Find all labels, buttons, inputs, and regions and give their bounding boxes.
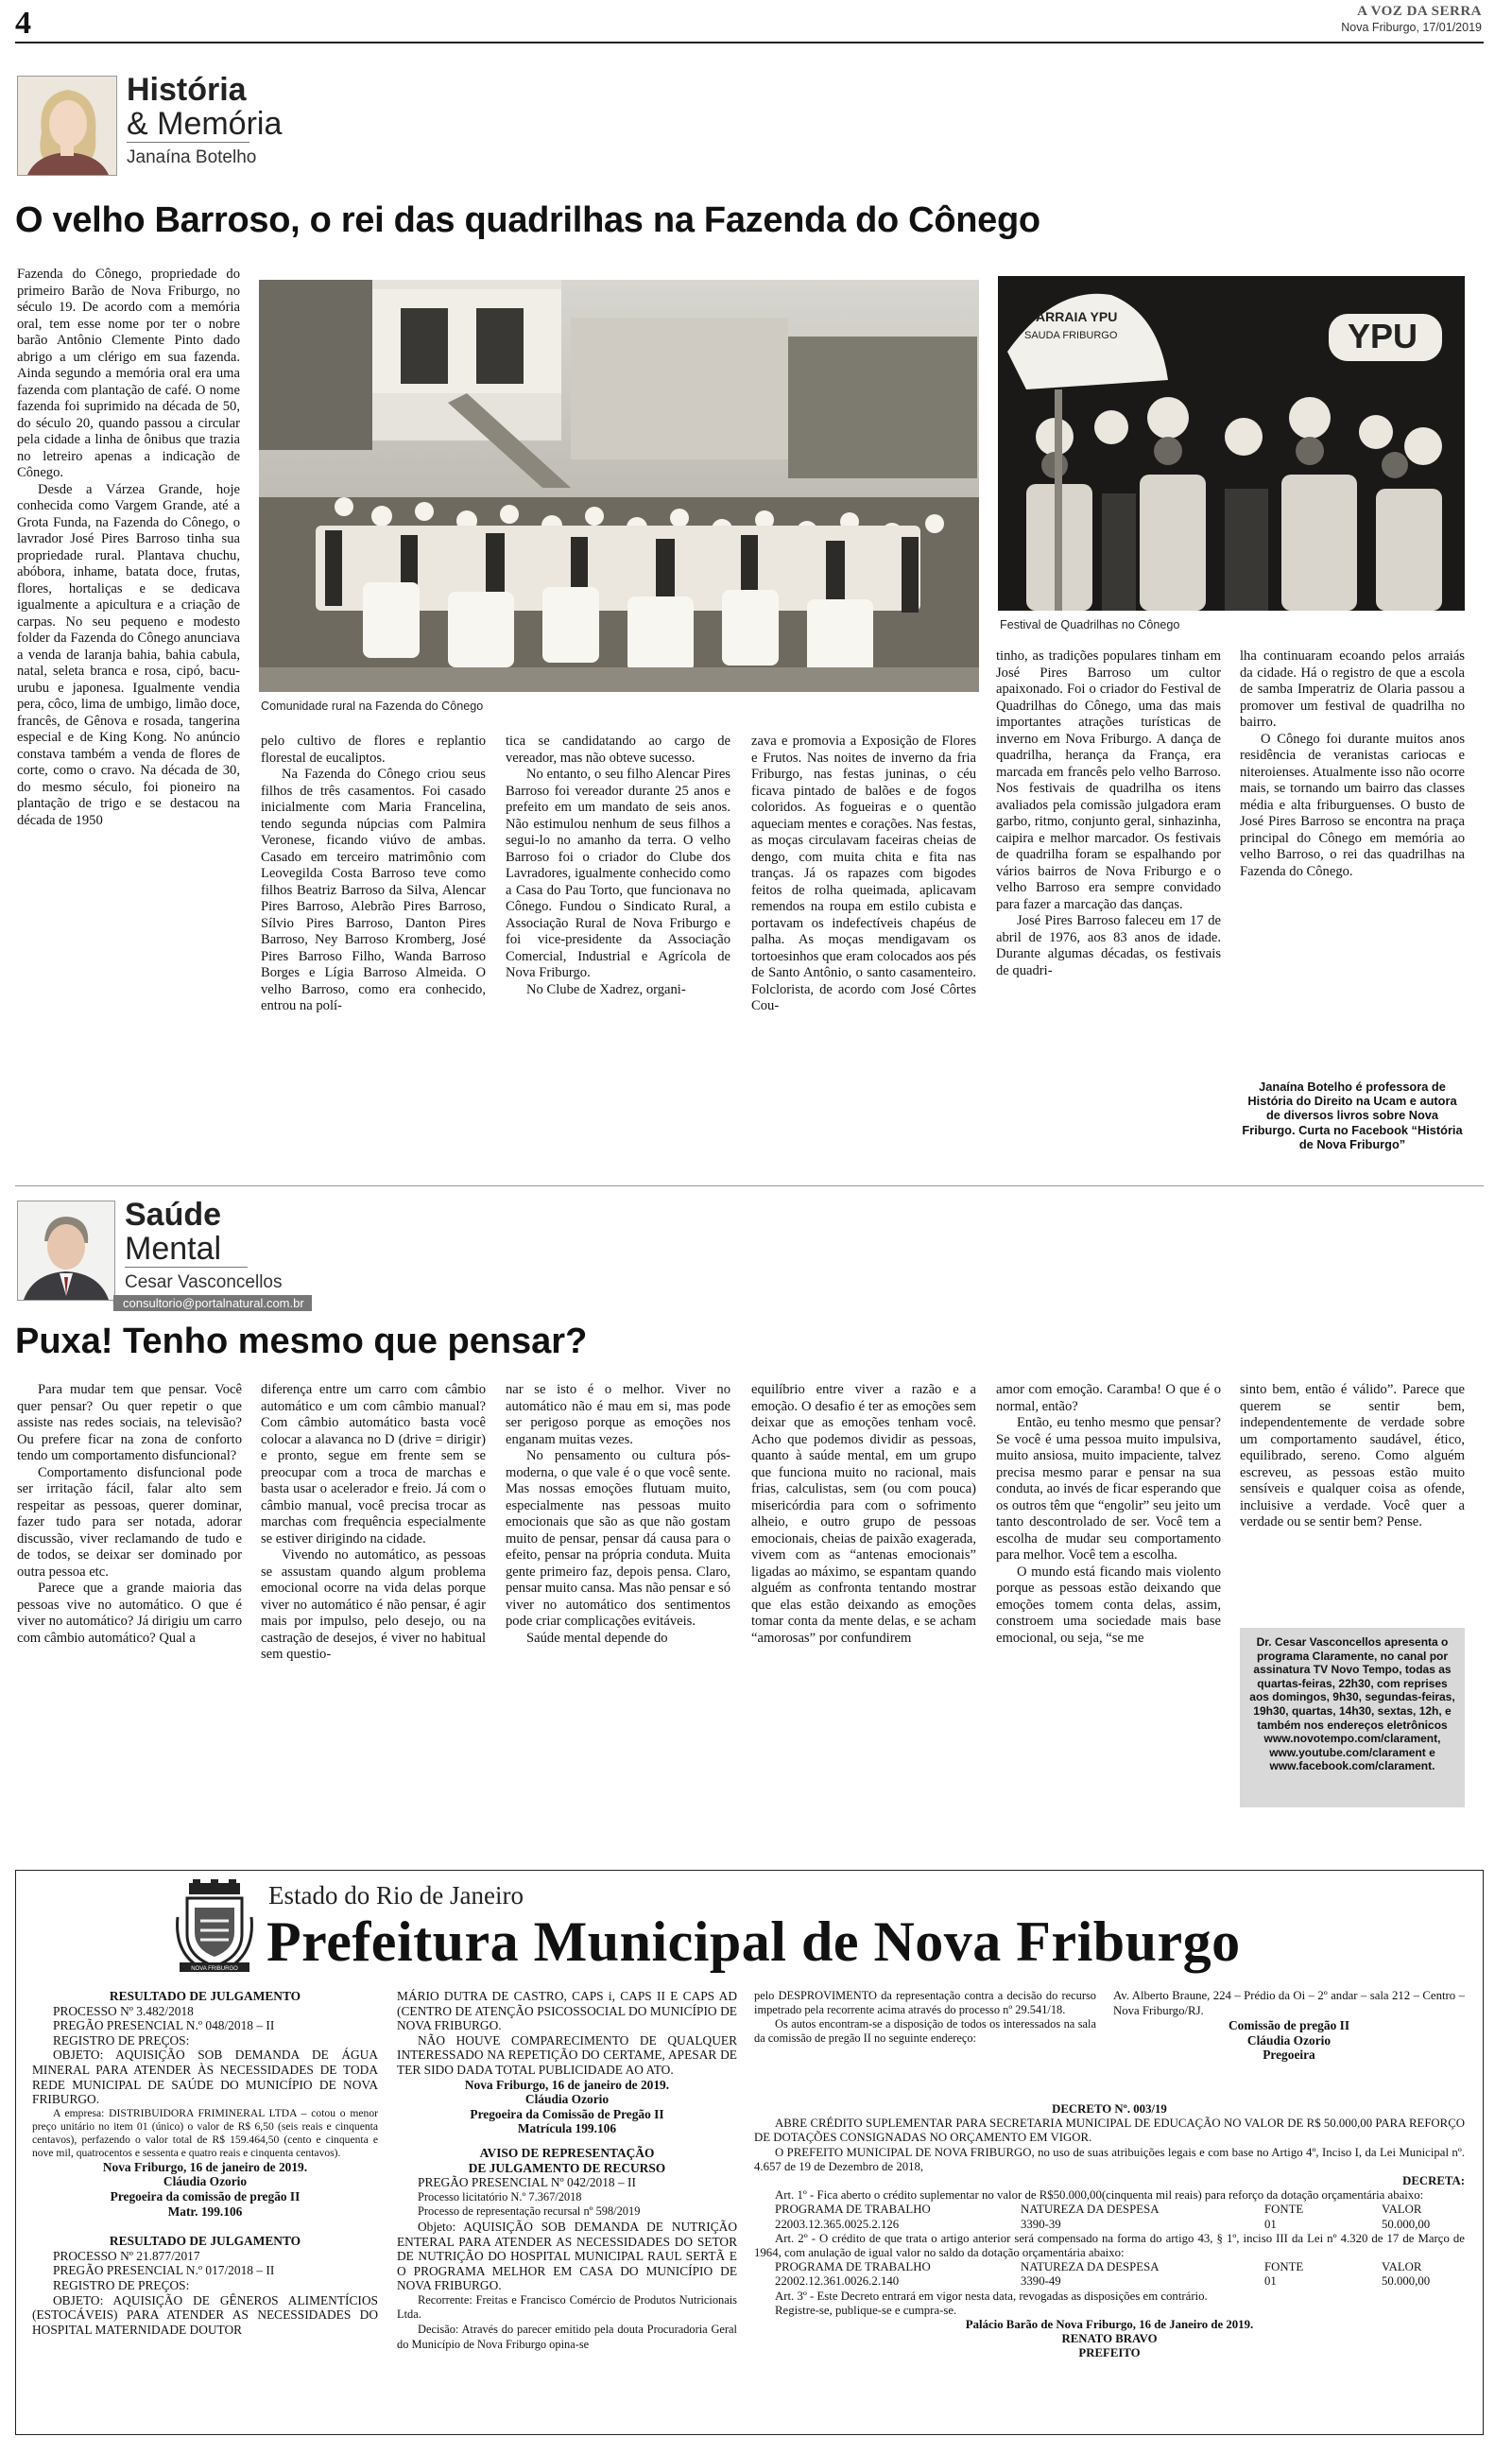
- notice-line: RESULTADO DE JULGAMENTO: [109, 2234, 301, 2249]
- paragraph: Desde a Várzea Grande, hoje conhecida como Vargem Grande, até a Grota Funda, na Fazenda do Cônego, o lavrador José Pires Barroso tinha sua propriedade rural. Plantava chuchu, abóbora, inhame, batata doce, frutas, flores, hortaliças e se dedicava igualmente a apicultura e a criação de carpas. No seu pequeno e modesto folder da Fazenda do Cônego anunciava a venda de laranja bahia, bahia cabula, natal, seleta branca e rosa, cipó, bacu-urubu e japonesa. Igualmente vendia pera, côco, lima de umbigo, limão doce, francês, de Gênova e rosada, tangerina especial e de King Kong. No anúncio constava também a venda de flores de corte, como o cravo. Na década de 30, do mesmo século, foi pioneiro na plantação de trigo e se destacou na década de 1950: [17, 481, 240, 828]
- author-photo-janaina: [17, 76, 117, 176]
- table-header: FONTE: [1264, 2203, 1304, 2217]
- paragraph: Então, eu tenho mesmo que pensar? Se você é uma pessoa muito impulsiva, muito ansiosa, muito impaciente, talvez precisa mesmo parar e pensar na sua conduta, ao invés de ficar esperando que os outros têm que “engolir” seu jeito um tanto descontrolado de ser. Você tem a escolha de mudar seu comportamento para melhor. Você tem a escolha.: [996, 1415, 1221, 1563]
- table-cell: 22003.12.365.0025.2.126: [775, 2217, 900, 2231]
- paragraph: No entanto, o seu filho Alencar Pires Barroso foi vereador durante 25 anos e prefeito em um mandato de seis anos. Não estimulou nenhum de seus filhos a segui-lo no amanho da terra. O velho Barroso foi o criador do Clube dos Lavradores, igualmente conhecido como a Casa do Pau Torto, que funcionava no Cônego. Fundou o Sindicato Rural, a Associação Rural de Nova Friburgo e foi vice-presidente da Associação Comercial, Industrial e Agrícola de Nova Friburgo.: [506, 767, 730, 980]
- decreto-signer-title: PREFEITO: [1078, 2346, 1141, 2360]
- paragraph: sinto bem, então é válido”. Parece que querem se sentir bem, independentemente de verdade sobre um comportamento saudável, ético, equilibrado, sereno. Como alguém escreveu, as pessoas estão muito sensíveis e qualquer coisa as ofende, incluisive a verdade. Você quer a verdade ou se sentir bem? Pense.: [1240, 1382, 1465, 1529]
- article-column-5: [996, 1382, 1221, 1647]
- paragraph: O Cônego foi durante muitos anos residência de veranistas cariocas e niteroienses. Atualmente isso não ocorre mais, se tornando um bairro das classes média e alta friburguenses. O busto de José Pires Barroso se encontra na praça principal do Cônego em memória ao velho Barroso, o rei das quadrilhas na Fazenda do Cônego.: [1240, 731, 1465, 879]
- decreto-art1: Art. 1º - Fica aberto o crédito suplementar no valor de R$50.000,00(cinquenta mil reais) para reforço da dotação orçamentária abaixo:: [775, 2188, 1424, 2203]
- paragraph: lha continuaram ecoando pelos arraiás da cidade. Há o registro de que a escola de samba Imperatriz de Olaria passou a promover um festival de quadrilha no bairro.: [1240, 648, 1465, 730]
- paper-name: A VOZ DA SERRA: [1357, 4, 1482, 19]
- table-cell: 01: [1264, 2217, 1277, 2231]
- paragraph: Na Fazenda do Cônego criou seus filhos de três casamentos. Foi casado inicialmente com Maria Francelina, tendo segunda núpcias com Palmira Veronese, ficando viúvo de ambas. Casado em terceiro matrimônio com Leovegilda Costa Barroso teve como filhos Beatriz Barroso da Silva, Alencar Pires Barroso, Alebrão Pires Barroso, Sílvio Pires Barroso, Danton Pires Barroso, Ney Barroso Kromberg, José Pires Barroso Filho, Wanda Barroso Borges e Lígia Barroso Almeida. O velho Barroso, como era conhecido, entrou na polí-: [261, 767, 486, 1013]
- page-number: 4: [15, 6, 31, 41]
- decreto-art2: Art. 2º - O crédito de que trata o artigo anterior será compensado na forma do artigo 43, § 1º, inciso III da Lei nº 4.320 de 17 de Março de 1964, com anulação de igual valor no saldo da dotação orçamentária abaixo:: [754, 2231, 1465, 2260]
- column-author: Cesar Vasconcellos: [125, 1272, 283, 1292]
- crowd-photo-icon: [259, 280, 979, 692]
- photo-rural-community: [259, 280, 979, 692]
- paragraph: equilíbrio entre viver a razão e a emoção. O desafio é ter as emoções sem deixar que as emoções tenham você. Acho que podemos dividir as pessoas, quanto à saúde mental, em um grupo que funciona muito no racional, mais frias, calculistas, sem (ou com pouca) misericórdia para com o sofrimento alheio, e outro grupo de pessoas emocionais, cheias de paixão exagerada, vivem com as “antenas emocionais” ligadas ao máximo, se espantam quando alguém as confronta tentando mostrar que elas estão deixando as emoções tomar conta da mente delas, e se acham “amorosas” por confundirem: [751, 1382, 976, 1646]
- table-cell: 3390-39: [1021, 2217, 1061, 2231]
- column-author: Janaína Botelho: [127, 147, 257, 167]
- paragraph: Parece que a grande maioria das pessoas vive no automático. O que é viver no automático? Já dirigiu um carro com câmbio automático? Qual a: [17, 1581, 242, 1646]
- notice-column-3: [754, 1989, 1096, 2046]
- notice-line: OBJETO: AQUISIÇÃO SOB DEMANDA DE ÁGUA MINERAL PARA ATENDER ÀS NECESSIDADES DE TODA REDE MUNICIPAL DE SAÚDE DO MUNICÍPIO DE NOVA FRIBURGO.: [32, 2048, 378, 2107]
- notice-line: PROCESSO Nº 3.482/2018: [53, 2003, 194, 2018]
- notice-line: Nova Friburgo, 16 de janeiro de 2019.: [102, 2159, 308, 2174]
- notice-column-1: [32, 1989, 378, 2337]
- notice-column-4: [1113, 1989, 1465, 2063]
- portrait-icon: [18, 77, 116, 175]
- article-column-6: [1240, 1382, 1465, 1531]
- festival-photo-icon: [998, 276, 1465, 611]
- notice-line: PROCESSO Nº 21.877/2017: [53, 2248, 200, 2263]
- paragraph: O mundo está ficando mais violento porque as pessoas estão deixando que emoções tomem conta delas, assim, constroem uma sociedade mais base emocional, ou seja, “se me: [996, 1564, 1221, 1646]
- table-cell: 22002.12.361.0026.2.140: [775, 2274, 900, 2289]
- table-cell: 01: [1264, 2274, 1277, 2289]
- notice-line: Cláudia Ozorio: [1246, 2032, 1332, 2048]
- notice-line: Recorrente: Freitas e Francisco Comércio de Produtos Nutricionais Ltda.: [397, 2292, 737, 2322]
- paragraph: Comportamento disfuncional pode ser irritação fácil, falar alto sem respeitar as pessoas, querer dominar, fazer tudo para ser notada, adorar discussão, viver reclamando de tudo e de todos, se deixar ser dominado por outra pessoa etc.: [17, 1464, 242, 1580]
- article-column-4: [751, 734, 976, 1015]
- paragraph: pelo cultivo de flores e replantio florestal de eucaliptos.: [261, 734, 486, 766]
- notice-line: AVISO DE REPRESENTAÇÃO: [479, 2145, 655, 2160]
- paragraph: Vivendo no automático, as pessoas se assustam quando algum problema emocional ocorre na vida delas porque viver no automático é não pensar, é agir mais por impulso, pelo desejo, ou na castração de desejos, é viver no habitual sem questio-: [261, 1547, 486, 1662]
- section-title-historia: História: [127, 72, 247, 108]
- author-bio-cesar-text: Dr. Cesar Vasconcellos apresenta o programa Claramente, no canal por assinatura TV Novo Tempo, todas as quartas-feiras, 22h30, com reprises aos domingos, 9h30, segundas-feiras, 19h30, quartas, 14h30, sextas, 12h, e também nos endereços eletrônicos www.novotempo.com/clarament, www.youtube.com/clarament e www.facebook.com/clarament.: [1249, 1635, 1455, 1773]
- paragraph: No pensamento ou cultura pós-moderna, o que vale é o que você sente. Mas nossas emoções flutuam muito, especialmente nas pessoas muito emocionais que são as que não gostam muito de pensar, pensar dá causa para o efeito, pensar na própria conduta. Muita gente primeiro faz, depois pensa. Claro, pensar muito cansa. Mas não pensar e só viver no automático dos sentimentos pode criar complicações evitáveis.: [506, 1448, 730, 1629]
- photo-caption-festival: Festival de Quadrilhas no Cônego: [1000, 618, 1180, 631]
- notice-line: Processo licitatório N.º 7.367/2018: [418, 2189, 582, 2203]
- notice-line: pelo DESPROVIMENTO da representação contra a decisão do recurso impetrado pela recorrente acima através do processo nº 29.541/18.: [754, 1989, 1096, 2016]
- section-title-saude: Saúde: [125, 1197, 222, 1233]
- notice-line: NÃO HOUVE COMPARECIMENTO DE QUALQUER INTERESSADO NA REPETIÇÃO DO CERTAME, APESAR DE TER SIDO DADA TOTAL PUBLICIDADE AO ATO.: [397, 2032, 737, 2077]
- section-rule: [127, 142, 249, 143]
- notice-line: Av. Alberto Braune, 224 – Prédio da Oi – 2º andar – sala 212 – Centro – Nova Friburgo/RJ.: [1113, 1989, 1465, 2017]
- photo-quadrilha-festival: [998, 276, 1465, 611]
- notice-line: A empresa: DISTRIBUIDORA FRIMINERAL LTDA – cotou o menor preço unitário no item 01 (único) o valor de R$ 6,50 (seis reais e cinquenta centavos), perfazendo o valor total de R$ 159.464,50 (cento e cinquenta e nove mil, quatrocentos e sessenta e quatro reais e cinquenta centavos).: [32, 2106, 378, 2159]
- decreto-preamble: O PREFEITO MUNICIPAL DE NOVA FRIBURGO, no uso de suas atribuições legais e com base no Artigo 4º, Inciso I, da Lei Municipal nº. 4.657 de 19 de Dezembro de 2018,: [754, 2145, 1465, 2173]
- notice-line: MÁRIO DUTRA DE CASTRO, CAPS i, CAPS II E CAPS AD (CENTRO DE ATENÇÃO PSICOSSOCIAL DO MUNICÍPIO DE NOVA FRIBURGO.: [397, 1989, 737, 2033]
- notice-line: OBJETO: AQUISIÇÃO DE GÊNEROS ALIMENTÍCIOS (ESTOCÁVEIS) PARA ATENDER AS NECESSIDADES DO HOSPITAL MATERNIDADE DOUTOR: [32, 2292, 378, 2337]
- table-cell: 50.000,00: [1382, 2217, 1431, 2231]
- notice-line: Comissão de pregão II: [1228, 2018, 1350, 2033]
- notice-line: DE JULGAMENTO DE RECURSO: [468, 2160, 666, 2175]
- paragraph: Fazenda do Cônego, propriedade do primeiro Barão de Nova Friburgo, no século 19. De acordo com a memória oral, tem esse nome por ter o nobre barão Antônio Clemente Pinto dado abrigo a um clérigo em sua fazenda. Ainda segundo a memória oral era uma fazenda com plantação de café. O nome fazenda foi suprimido na década de 50, do século 20, quando passou a circular pela cidade a linha de ônibus que trazia no letreiro apenas a indicação de Cônego.: [17, 267, 240, 480]
- top-rule: [15, 42, 1484, 43]
- headline-saude: Puxa! Tenho mesmo que pensar?: [15, 1322, 588, 1361]
- paragraph: zava e promovia a Exposição de Flores e Frutos. Nas noites de inverno da fria Friburgo, nas festas juninas, o céu ficava pintado de balões e de fogos coloridos. As fogueiras e o quentão aqueciam mentes e corações. Nas festas, as moças circulavam faceiras cheias de dengo, com muita chita e fita nas tranças. Já os rapazes com bigodes feitos de rolha queimada, aplicavam remendos na roupa em estilo cubista e portavam os indefectíveis chapéus de palha. As moças mendigavam os tortoesinhos que eram colocados aos pés de Santo Antônio, o santo casamenteiro. Folclorista, de acordo com José Côrtes Cou-: [751, 734, 976, 1013]
- decreto-palacio: Palácio Barão de Nova Friburgo, 16 de Janeiro de 2019.: [965, 2318, 1254, 2332]
- notice-line: Nova Friburgo, 16 de janeiro de 2019.: [464, 2077, 670, 2092]
- decreto-table-2: [754, 2260, 1465, 2289]
- headline-historia: O velho Barroso, o rei das quadrilhas na Fazenda do Cônego: [15, 200, 1040, 240]
- paragraph: Para mudar tem que pensar. Você quer pensar? Ou quer repetir o que assiste nas redes sociais, na televisão? Ou prefere ficar na zona de conforto tendo um comportamento disfuncional?: [17, 1382, 242, 1463]
- paragraph: No Clube de Xadrez, organi-: [526, 981, 686, 997]
- banner-label-1: ARRAIA YPU: [1036, 309, 1118, 324]
- table-header: PROGRAMA DE TRABALHO: [775, 2260, 931, 2274]
- notice-line: RESULTADO DE JULGAMENTO: [109, 1989, 301, 2003]
- banner-label-3: YPU: [1348, 317, 1418, 355]
- paragraph: amor com emoção. Caramba! O que é o normal, então?: [996, 1382, 1221, 1414]
- decreto-registre: Registre-se, publique-se e cumpra-se.: [775, 2303, 957, 2317]
- article-column-3: [506, 734, 730, 998]
- table-header: PROGRAMA DE TRABALHO: [775, 2203, 931, 2217]
- article-column-5: [996, 648, 1221, 979]
- table-header: VALOR: [1382, 2203, 1422, 2217]
- author-email[interactable]: consultorio@portalnatural.com.br: [113, 1295, 312, 1311]
- prefeitura-title: Prefeitura Municipal de Nova Friburgo: [266, 1910, 1241, 1973]
- banner-label-2: SAUDA FRIBURGO: [1024, 330, 1118, 341]
- notice-line: Matr. 199.106: [167, 2203, 243, 2219]
- table-header: FONTE: [1264, 2260, 1304, 2274]
- paragraph: Saúde mental depende do: [526, 1630, 668, 1646]
- decreto-title: DECRETO Nº. 003/19: [1052, 2102, 1167, 2116]
- notice-line: Os autos encontram-se a disposição de todos os interessados na sala da comissão de pregão II no seguinte endereço:: [754, 2017, 1096, 2045]
- notice-line: Cláudia Ozorio: [524, 2092, 610, 2107]
- table-header: NATUREZA DA DESPESA: [1021, 2203, 1160, 2217]
- decreto-signer: RENATO BRAVO: [1061, 2332, 1158, 2346]
- city-crest: [176, 1879, 253, 1974]
- decreto-art3: Art. 3º - Este Decreto entrará em vigor nesta data, revogadas as disposições em contrário.: [775, 2289, 1208, 2303]
- notice-line: PREGÃO PRESENCIAL N.º 048/2018 – II: [53, 2018, 275, 2033]
- paragraph: nar se isto é o melhor. Viver no automático não é mau em si, mas pode ser perigoso porque as emoções nos enganam muitas vezes.: [506, 1382, 730, 1447]
- notice-line: REGISTRO DE PREÇOS:: [53, 2032, 190, 2048]
- paragraph: José Pires Barroso faleceu em 17 de abril de 1976, aos 83 anos de idade. Durante algumas décadas, os festivais de quadri-: [996, 913, 1221, 978]
- article-column-4: [751, 1382, 976, 1647]
- decreto-block: [754, 2102, 1465, 2361]
- portrait-icon: [18, 1201, 114, 1300]
- photo-caption-community: Comunidade rural na Fazenda do Cônego: [261, 700, 484, 713]
- section-title-memoria: & Memória: [127, 106, 283, 142]
- notice-line: PREGÃO PRESENCIAL N.º 017/2018 – II: [53, 2263, 275, 2278]
- table-cell: 3390-49: [1021, 2274, 1061, 2289]
- notice-line: Objeto: AQUISIÇÃO SOB DEMANDA DE NUTRIÇÃO ENTERAL PARA ATENDER AS NECESSIDADES DO SETOR DE NUTRIÇÃO DO HOSPITAL MUNICIPAL RAUL SERTÃ E O PROGRAMA MELHOR EM CASA DO MUNICÍPIO DE NOVA FRIBURGO.: [397, 2219, 737, 2293]
- notice-line: Processo de representação recursal nº 598/2019: [418, 2204, 641, 2219]
- table-cell: 50.000,00: [1382, 2274, 1431, 2289]
- notice-line: Pregoeira da Comissão de Pregão II: [470, 2106, 664, 2121]
- date-line: Nova Friburgo, 17/01/2019: [1341, 21, 1482, 34]
- notice-line: PREGÃO PRESENCIAL Nº 042/2018 – II: [418, 2175, 636, 2190]
- decreto-decreta: DECRETA:: [1402, 2174, 1465, 2188]
- crest-motto: NOVA FRIBURGO: [191, 1966, 238, 1972]
- section-rule: [125, 1267, 248, 1268]
- coat-of-arms-icon: [176, 1879, 253, 1974]
- author-photo-cesar: [17, 1201, 115, 1301]
- notice-line: Decisão: Através do parecer emitido pela douta Procuradoria Geral do Município de Nova Friburgo opina-se: [397, 2323, 737, 2351]
- article-column-2: [261, 1382, 486, 1664]
- notice-column-2: [397, 1989, 737, 2352]
- article-column-1: [17, 267, 240, 829]
- paragraph: tinho, as tradições populares tinham em José Pires Barroso um cultor apaixonado. Foi o criador do Festival de Quadrilhas do Cônego, uma das mais importantes atrações turísticas de inverno em Nova Friburgo. A dança de quadrilha, herança da França, era marcada em francês pelo velho Barroso. Nos festivais de quadrilha os itens avaliados pela comissão julgadora eram garbo, ritmo, conjunto geral, sinhazinha, caipira e melhor marcador. Os festivais de quadrilha foram se espalhando por vários bairros de Nova Friburgo e o velho Barroso era sempre convidado para fazer a marcação das danças.: [996, 648, 1221, 912]
- article-column-6: [1240, 648, 1465, 880]
- article-column-2: [261, 734, 486, 1015]
- article-column-1: [17, 1382, 242, 1647]
- decreto-ementa: ABRE CRÉDITO SUPLEMENTAR PARA SECRETARIA MUNICIPAL DE EDUCAÇÃO NO VALOR DE R$ 50.000,00 PARA REFORÇO DE DOTAÇÕES CONSIGNADAS NO ORÇAMENTO EM VIGOR.: [754, 2117, 1465, 2145]
- author-bio-janaina: Janaína Botelho é professora de História do Direito na Ucam e autora de diversos livros sobre Nova Friburgo. Curta no Facebook “História de Nova Friburgo”: [1242, 1080, 1463, 1151]
- paragraph: diferença entre um carro com câmbio automático e um com câmbio manual? Com câmbio automático basta você colocar a alavanca no D (drive = dirigir) e pronto, segue em frente sem se preocupar com a troca de marchas e basta usar o acelerador e freio. Já com o câmbio manual, você precisa trocar as marchas com frequência especialmente se estiver dirigindo na cidade.: [261, 1382, 486, 1547]
- notice-line: Pregoeira da comissão de pregão II: [110, 2188, 301, 2203]
- article-column-3: [506, 1382, 730, 1647]
- section-title-mental: Mental: [125, 1231, 222, 1267]
- table-header: NATUREZA DA DESPESA: [1021, 2260, 1160, 2274]
- notice-line: REGISTRO DE PREÇOS:: [53, 2277, 190, 2292]
- table-header: VALOR: [1382, 2260, 1422, 2274]
- paragraph: tica se candidatando ao cargo de vereador, mas não obteve sucesso.: [506, 734, 730, 766]
- section-divider: [15, 1185, 1484, 1186]
- decreto-table-1: [754, 2203, 1465, 2231]
- notice-line: Pregoeira: [1263, 2048, 1315, 2063]
- state-name: Estado do Rio de Janeiro: [268, 1881, 524, 1910]
- notice-line: Cláudia Ozorio: [163, 2174, 248, 2189]
- notice-line: Matrícula 199.106: [517, 2121, 617, 2136]
